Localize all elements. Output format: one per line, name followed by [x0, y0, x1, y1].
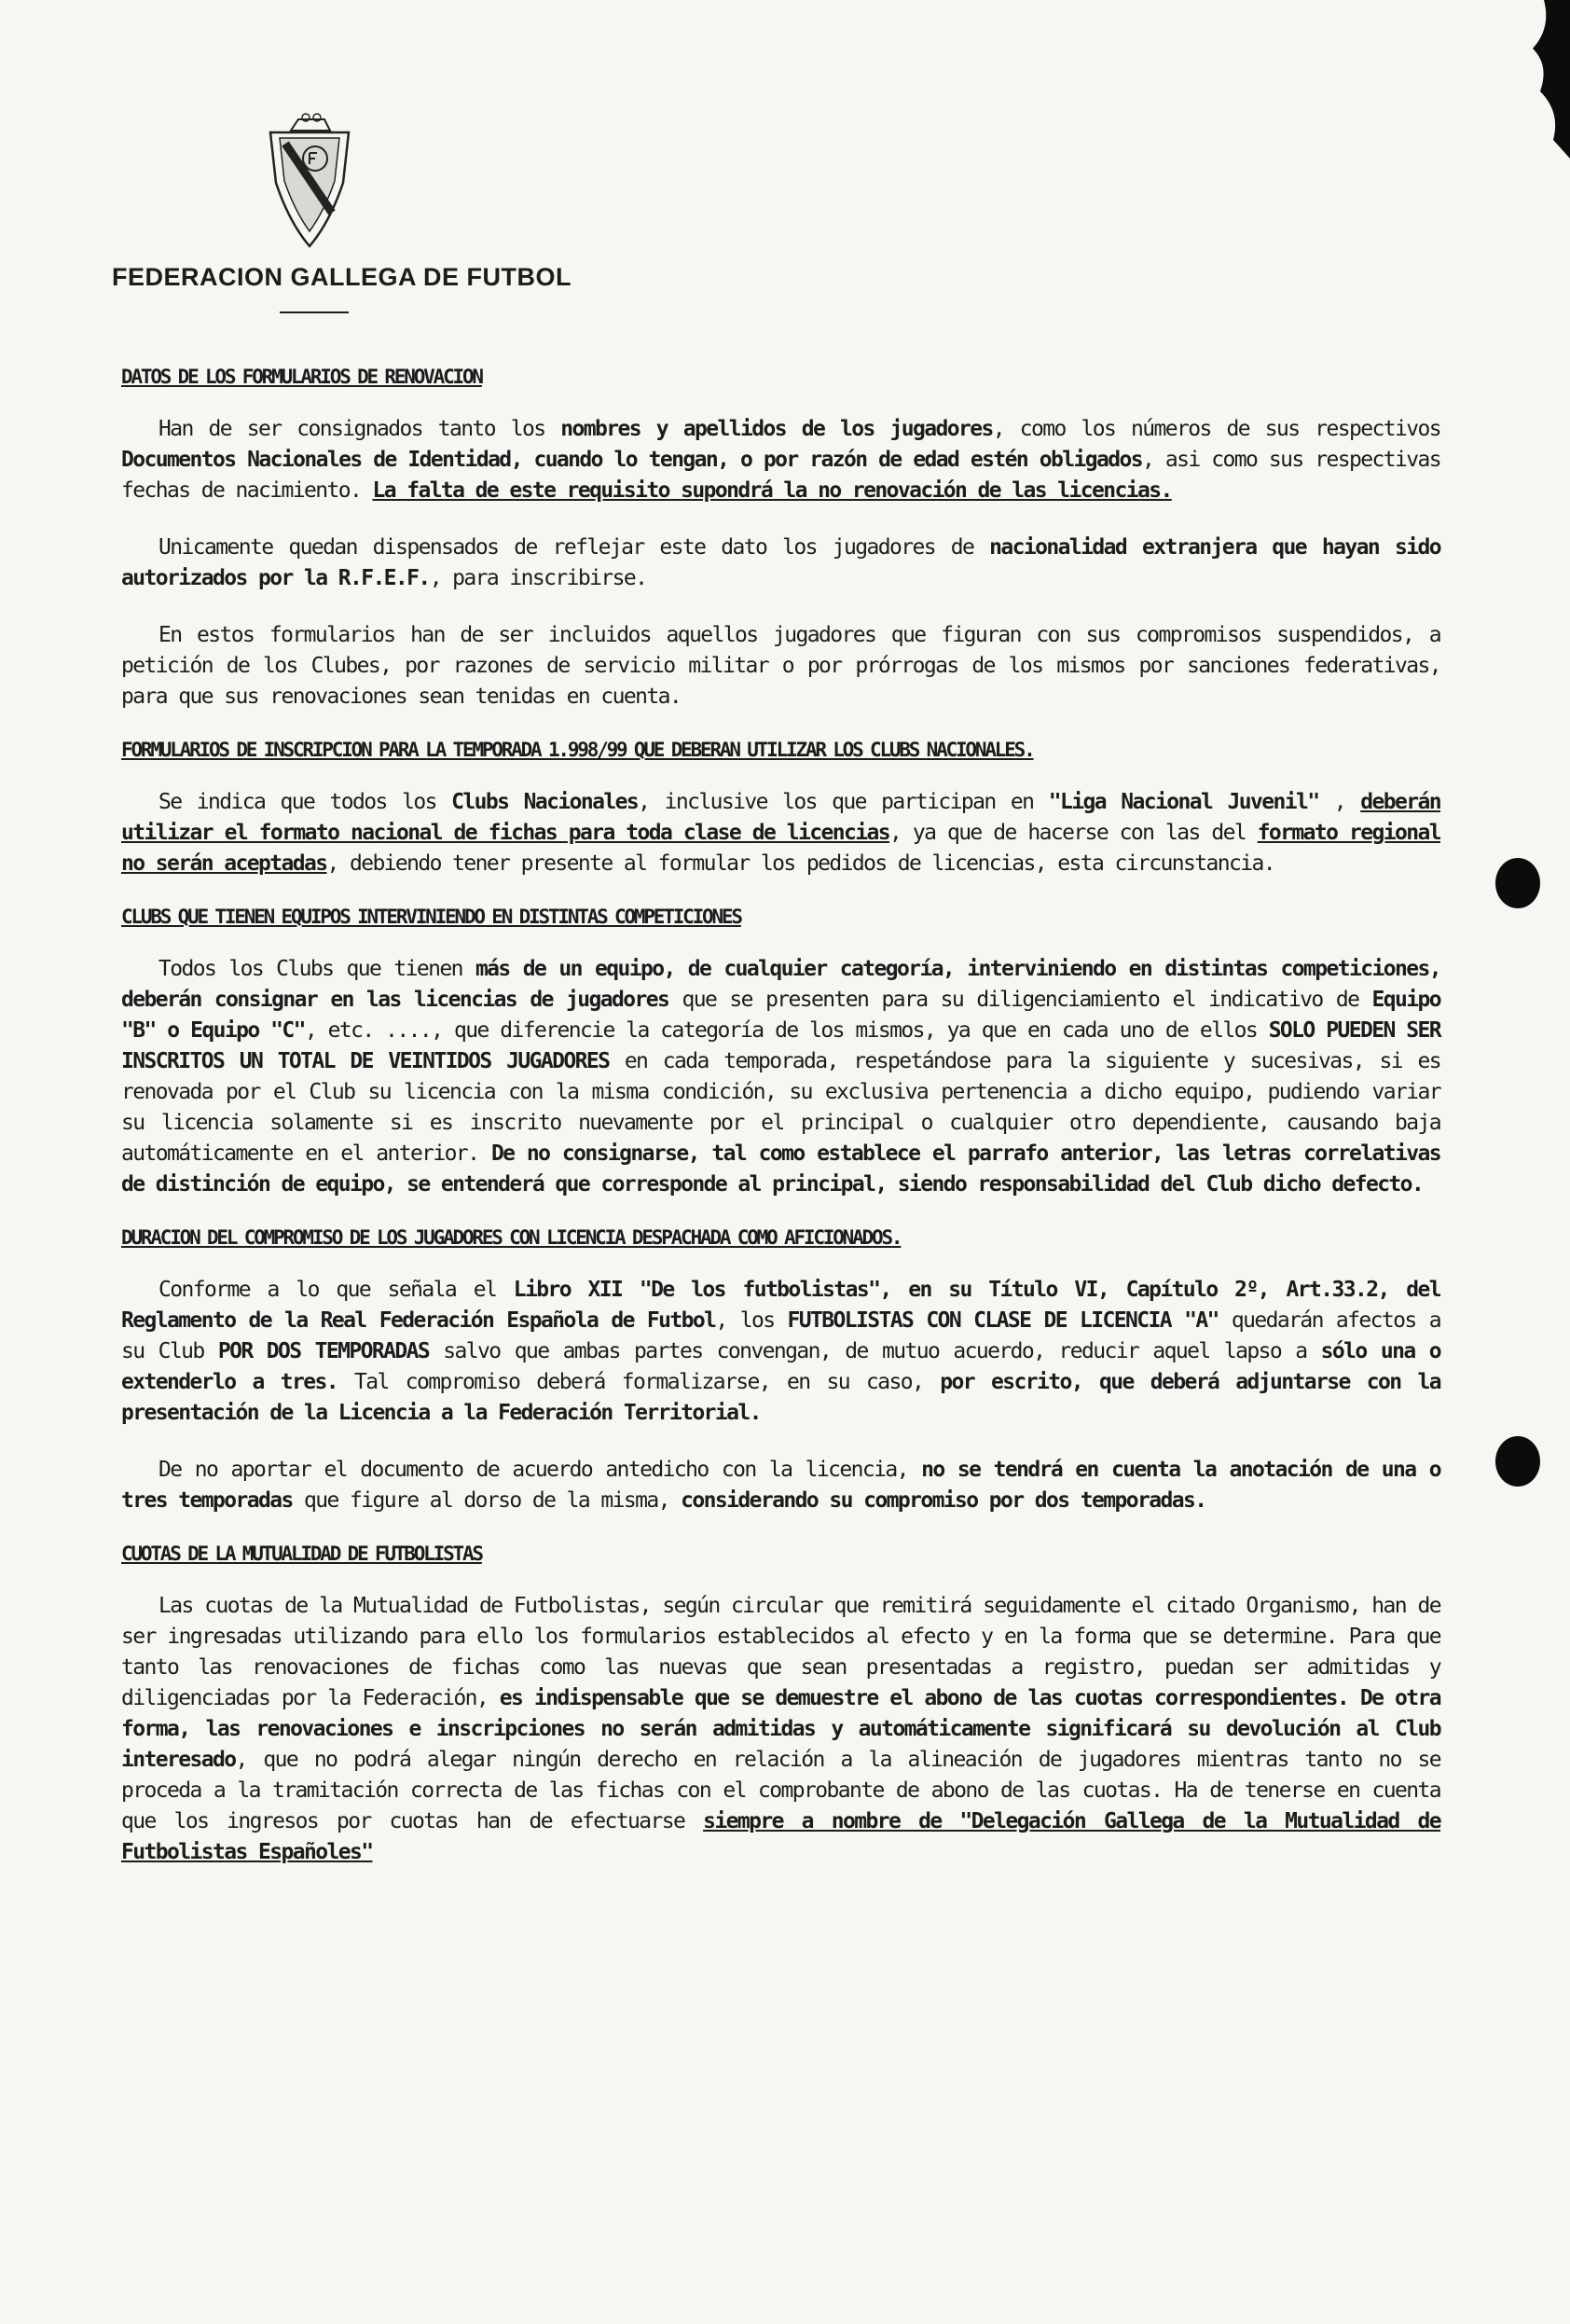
punch-hole-upper [1495, 858, 1540, 908]
body-text: quedarán afectos a su Club [121, 1308, 1440, 1363]
emphasis-text: La falta de este requisito supondrá la no renovación de las licencias. [372, 478, 1172, 503]
body-text: , los [715, 1308, 788, 1333]
section-heading: CUOTAS DE LA MUTUALIDAD DE FUTBOLISTAS [121, 1542, 482, 1565]
body-text: que se presenten para su diligenciamiento el indicativo de [668, 988, 1372, 1012]
body-text: En estos formularios han de ser incluidos aquellos jugadores que figuran con sus compromisos suspendidos, a petición de los Clubes, por razones de servicio militar o por prórrogas de los mismos por sanciones federativas, para que sus renovaciones sean tenidas en cuenta. [121, 623, 1440, 709]
body-text: , asi como sus respectivas fechas de nacimiento. [121, 448, 1440, 503]
body-text: Han de ser consignados tanto los [158, 417, 561, 441]
emphasis-text: Libro XII "De los futbolistas", en su Título VI, Capítulo 2º, Art.33.2, del Reglamento de la Real Federación Española de Futbol [121, 1278, 1440, 1333]
emphasis-text: es indispensable que se demuestre el abono de las cuotas correspondientes. De otra forma, las renovaciones e inscripciones no serán admitidas y automáticamente significará su devolución al Club interesado [121, 1686, 1440, 1772]
body-text: , debiendo tener presente al formular los pedidos de licencias, esta circunstancia. [326, 851, 1274, 876]
body-text: Las cuotas de la Mutualidad de Futbolistas, según circular que remitirá seguidamente el citado Organismo, han de ser ingresadas utilizando para ello los formularios establecidos al efecto y en la forma que se determine. Para que tanto las renovaciones de fichas como las nuevas que sean presentadas a registro, puedan ser admitidas y diligenciadas por la Federación, [121, 1594, 1440, 1710]
emphasis-text: POR DOS TEMPORADAS [217, 1339, 430, 1363]
body-text: Conforme a lo que señala el [158, 1278, 514, 1302]
body-text: , ya que de hacerse con las del [889, 821, 1258, 845]
body-text: , como los números de sus respectivos [992, 417, 1440, 441]
body-text: De no aportar el documento de acuerdo antedicho con la licencia, [158, 1458, 922, 1482]
body-text: en cada temporada, respetándose para la siguiente y sucesivas, si es renovada por el Club su licencia con la misma condición, su exclusiva pertenencia a dicho equipo, pudiendo variar su licencia solamente si es inscrito nuevamente por el principal o cualquier otro dependiente, causando baja automáticamente en el anterior. [121, 1049, 1440, 1166]
body-text: , que no podrá alegar ningún derecho en relación a la alineación de jugadores mientras tanto no se proceda a la tramitación correcta de las fichas con el comprobante de abono de las cuotas. Ha de tenerse en cuenta que los ingresos por cuotas han de efectuarse [121, 1748, 1440, 1833]
emphasis-text: deberán utilizar el formato nacional de fichas para toda clase de licencias [121, 790, 1440, 845]
paragraph [121, 620, 1440, 712]
body-text: , [1318, 790, 1361, 814]
section-heading: DATOS DE LOS FORMULARIOS DE RENOVACION [121, 366, 482, 388]
emphasis-text: Clubs Nacionales [451, 790, 639, 814]
emphasis-text: Documentos Nacionales de Identidad [121, 448, 511, 472]
section [121, 366, 1440, 712]
header-divider [280, 311, 349, 313]
body-text: , para inscribirse. [429, 566, 647, 590]
section [121, 1542, 1440, 1868]
federation-shield-logo [263, 110, 356, 250]
section-heading: DURACION DEL COMPROMISO DE LOS JUGADORES CON LICENCIA DESPACHADA COMO AFICIONADOS. [121, 1226, 902, 1249]
section [121, 739, 1440, 879]
emphasis-text: FUTBOLISTAS CON CLASE DE LICENCIA "A" [787, 1308, 1219, 1333]
emphasis-text: considerando su compromiso por dos temporadas. [681, 1488, 1206, 1513]
paragraph [121, 954, 1440, 1200]
section [121, 1226, 1440, 1516]
document-body [121, 366, 1440, 1894]
emphasis-text: sólo una o extenderlo a tres. [121, 1339, 1440, 1394]
emphasis-text: por escrito, que deberá adjuntarse con la presentación de la Licencia a la Federación Territorial. [121, 1370, 1440, 1425]
section [121, 906, 1440, 1200]
paragraph [121, 787, 1440, 879]
paragraph [121, 414, 1440, 506]
organization-name: FEDERACION GALLEGA DE FUTBOL [112, 263, 572, 291]
paragraph [121, 1591, 1440, 1868]
emphasis-text: no se tendrá en cuenta la anotación de una o tres temporadas [121, 1458, 1440, 1513]
paragraph [121, 533, 1440, 594]
emphasis-text: Equipo "B" o Equipo "C" [121, 988, 1440, 1043]
emphasis-text: , cuando lo tengan, o por razón de edad estén obligados [510, 448, 1143, 472]
emphasis-text: siempre a nombre de "Delegación Gallega de la Mutualidad de Futbolistas Españoles" [121, 1809, 1440, 1864]
body-text: Se indica que todos los [158, 790, 452, 814]
paragraph [121, 1275, 1440, 1429]
paragraph [121, 1455, 1440, 1516]
emphasis-text: De no consignarse, tal como establece el parrafo anterior, las letras correlativas de distinción de equipo, se entenderá que corresponde al principal, siendo responsabilidad del Club dicho defecto. [121, 1141, 1440, 1197]
body-text: Unicamente quedan dispensados de reflejar este dato los jugadores de [158, 535, 990, 560]
section-heading: FORMULARIOS DE INSCRIPCION PARA LA TEMPORADA 1.998/99 QUE DEBERAN UTILIZAR LOS CLUBS NACIONALES. [121, 739, 1034, 761]
emphasis-text: formato regional [1257, 821, 1440, 845]
body-text: salvo que ambas partes convengan, de mutuo acuerdo, reducir aquel lapso a [429, 1339, 1321, 1363]
emphasis-text: no serán aceptadas [121, 851, 327, 876]
body-text: Todos los Clubs que tienen [158, 957, 475, 981]
emphasis-text: SOLO PUEDEN SER INSCRITOS UN TOTAL DE VEINTIDOS JUGADORES [121, 1018, 1440, 1073]
punch-hole-lower [1495, 1436, 1540, 1487]
body-text: que figure al dorso de la misma, [292, 1488, 682, 1513]
emphasis-text: nombres y apellidos de los jugadores [560, 417, 993, 441]
body-text: , inclusive los que participan en [638, 790, 1049, 814]
emphasis-text: "Liga Nacional Juvenil" [1048, 790, 1319, 814]
body-text: , etc. ...., que diferencie la categoría de los mismos, ya que en cada uno de ellos [304, 1018, 1269, 1043]
section-heading: CLUBS QUE TIENEN EQUIPOS INTERVINIENDO EN DISTINTAS COMPETICIONES [121, 906, 741, 928]
torn-edge-mark [1495, 0, 1570, 159]
emphasis-text: nacionalidad extranjera que hayan sido autorizados por la R.F.E.F. [121, 535, 1440, 590]
body-text: Tal compromiso deberá formalizarse, en su caso, [337, 1370, 941, 1394]
emphasis-text: más de un equipo, de cualquier categoría, interviniendo en distintas competiciones, deberán consignar en las licencias de jugadores [121, 957, 1440, 1012]
